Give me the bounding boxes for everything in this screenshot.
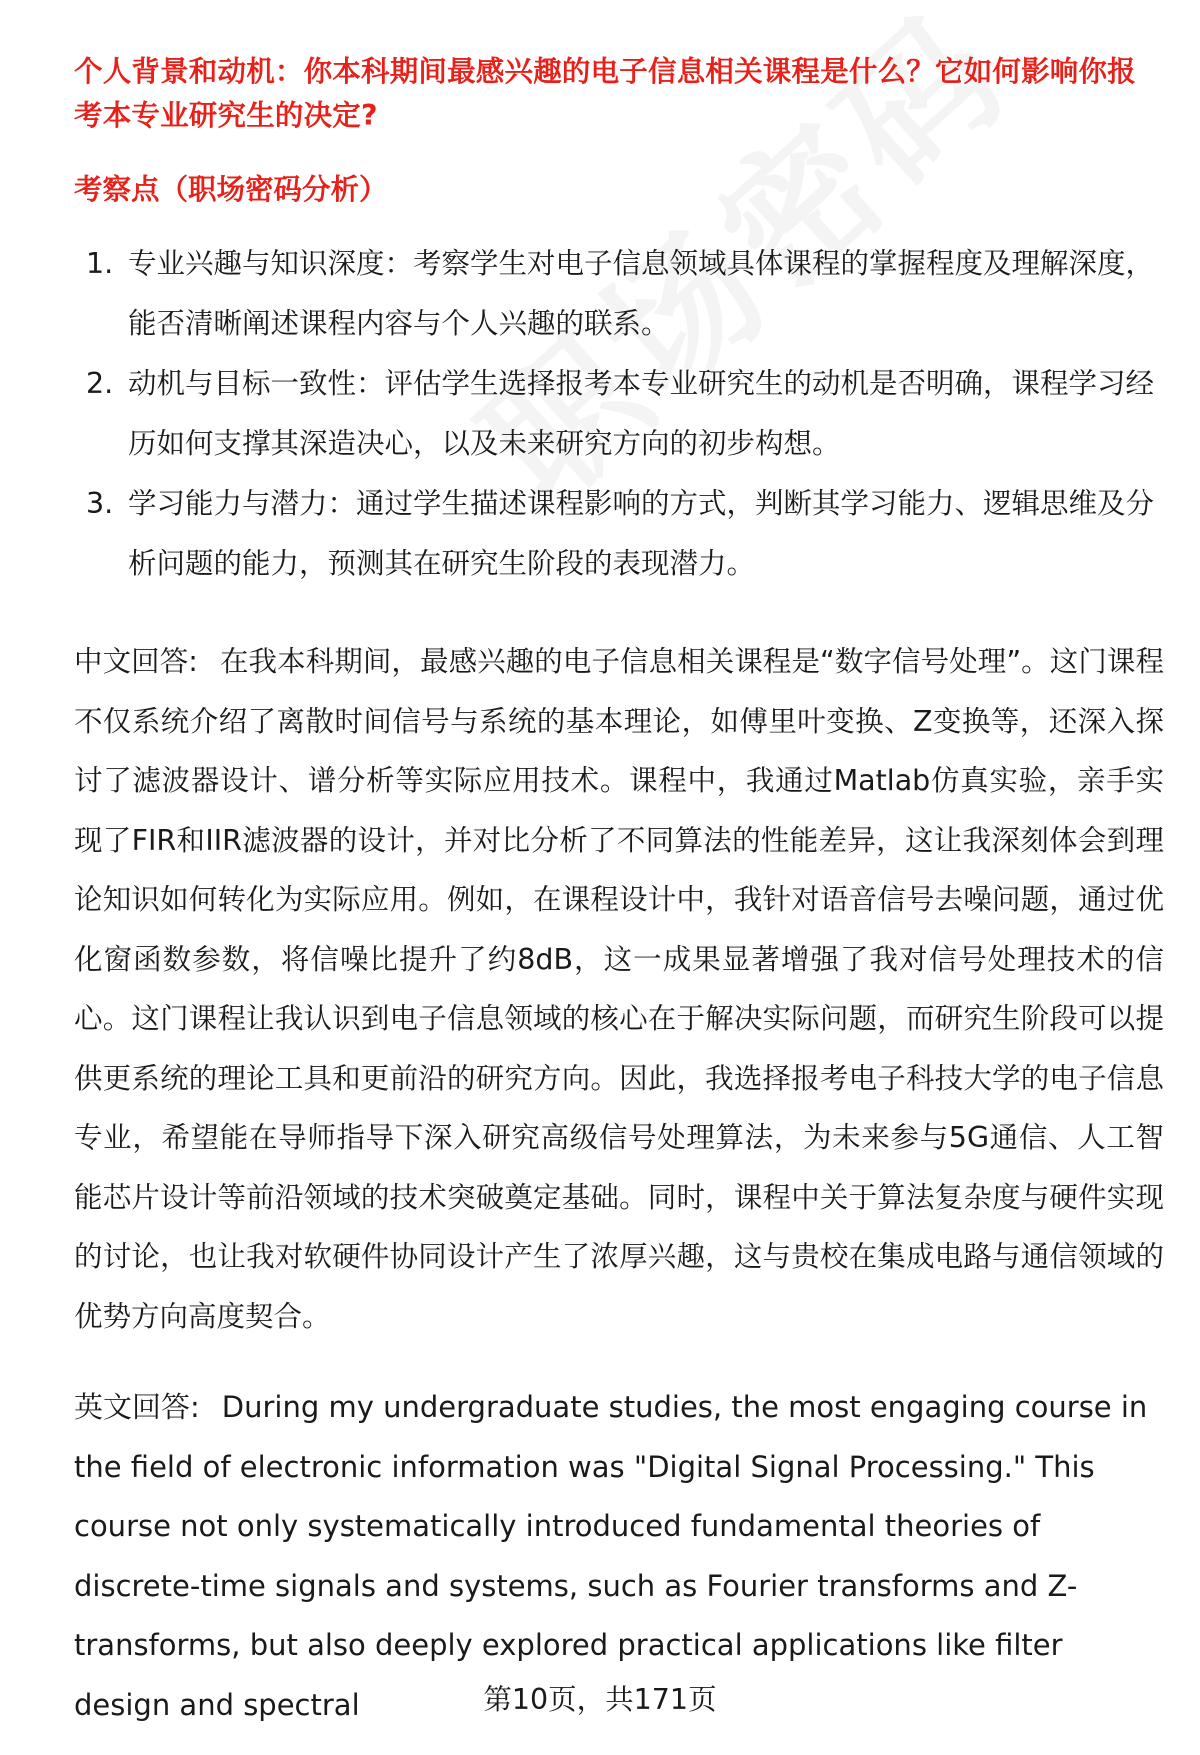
chinese-answer-label: 中文回答:: [74, 645, 198, 678]
list-item: [74, 474, 1164, 594]
page-content: [74, 50, 1164, 1755]
list-item-text: 动机与目标一致性：评估学生选择报考本专业研究生的动机是否明确，课程学习经历如何支撑其深造决心，以及未来研究方向的初步构想。: [128, 367, 1155, 460]
list-item-text: 学习能力与潜力：通过学生描述课程影响的方式，判断其学习能力、逻辑思维及分析问题的能力，预测其在研究生阶段的表现潜力。: [128, 487, 1155, 580]
english-answer-text: During my undergraduate studies, the most engaging course in the field of electronic information was "Digital Signal Processing." This course not only systematically introduced fundamental theories of discrete-time signals and systems, such as Fourier transforms and Z-transforms, but also deeply explored practical applications like filter design and spectral: [74, 1390, 1148, 1722]
list-item: [74, 354, 1164, 474]
evaluation-points-list: [74, 234, 1164, 594]
list-item-number: 2.: [86, 367, 114, 400]
chinese-answer-text: 在我本科期间，最感兴趣的电子信息相关课程是“数字信号处理”。这门课程不仅系统介绍了离散时间信号与系统的基本理论，如傅里叶变换、Z变换等，还深入探讨了滤波器设计、谱分析等实际应用技术。课程中，我通过Matlab仿真实验，亲手实现了FIR和IIR滤波器的设计，并对比分析了不同算法的性能差异，这让我深刻体会到理论知识如何转化为实际应用。例如，在课程设计中，我针对语音信号去噪问题，通过优化窗函数参数，将信噪比提升了约8dB，这一成果显著增强了我对信号处理技术的信心。这门课程让我认识到电子信息领域的核心在于解决实际问题，而研究生阶段可以提供更系统的理论工具和更前沿的研究方向。因此，我选择报考电子科技大学的电子信息专业，希望能在导师指导下深入研究高级信号处理算法，为未来参与5G通信、人工智能芯片设计等前沿领域的技术突破奠定基础。同时，课程中关于算法复杂度与硬件实现的讨论，也让我对软硬件协同设计产生了浓厚兴趣，这与贵校在集成电路与通信领域的优势方向高度契合。: [74, 645, 1164, 1333]
list-item-number: 3.: [86, 487, 114, 520]
list-item: [74, 234, 1164, 354]
question-heading: 个人背景和动机：你本科期间最感兴趣的电子信息相关课程是什么？它如何影响你报考本专业研究生的决定?: [74, 55, 1136, 132]
page-number-footer: 第10页，共171页: [483, 1683, 717, 1716]
section-title: 考察点（职场密码分析）: [74, 173, 388, 206]
english-answer-label: 英文回答:: [74, 1390, 200, 1424]
chinese-answer: [74, 632, 1164, 1346]
list-item-text: 专业兴趣与知识深度：考察学生对电子信息领域具体课程的掌握程度及理解深度，能否清晰阐述课程内容与个人兴趣的联系。: [128, 247, 1155, 340]
list-item-number: 1.: [86, 247, 114, 280]
